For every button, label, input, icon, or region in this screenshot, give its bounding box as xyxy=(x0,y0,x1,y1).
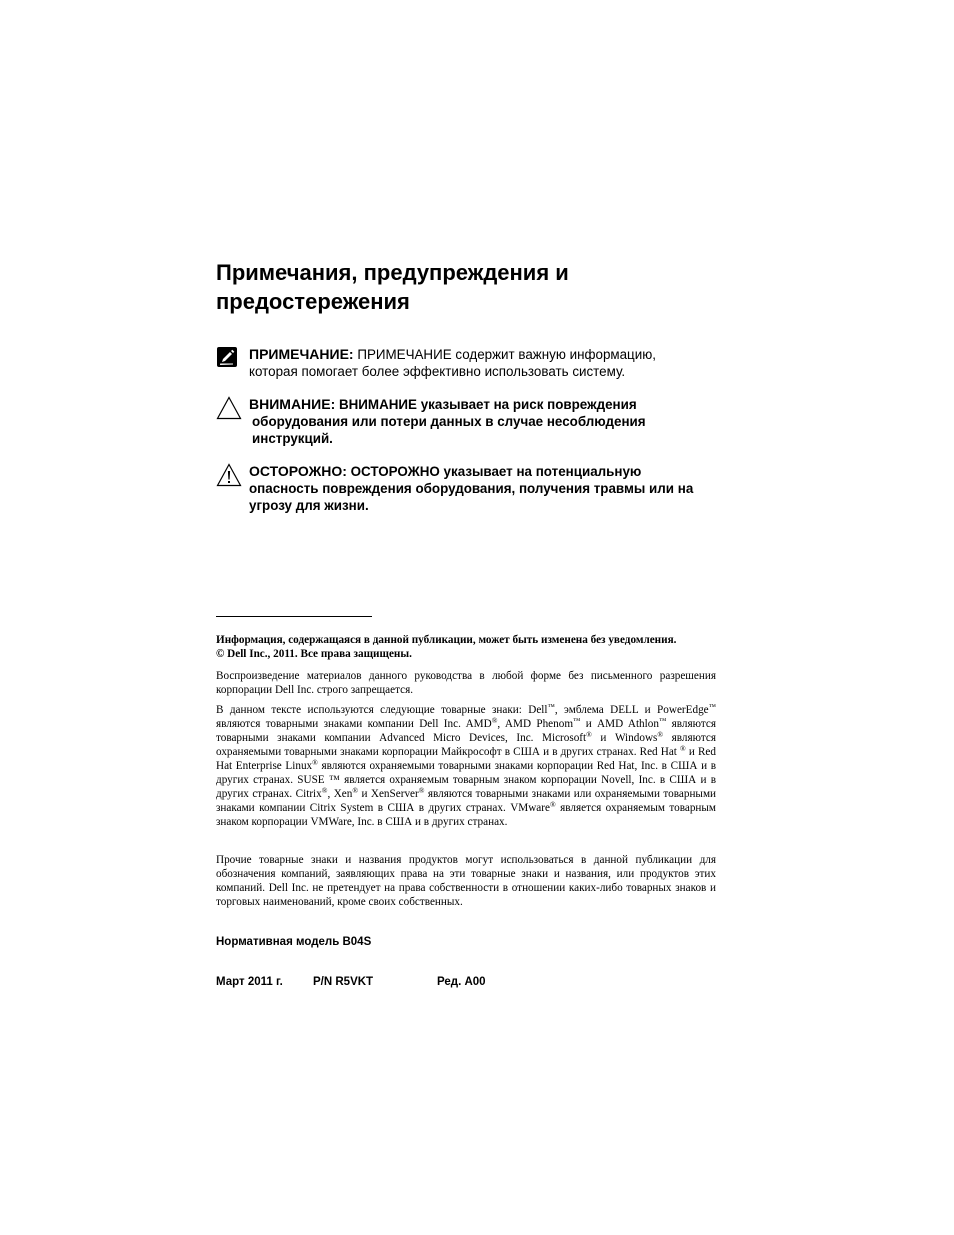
footnote-separator xyxy=(216,616,372,617)
tm-text: и XenServer xyxy=(358,788,419,800)
tm-text: и Windows xyxy=(591,732,658,744)
warning-text-line-2: опасность повреждения оборудования, получения травмы или на xyxy=(249,481,694,496)
reg-mark: ® xyxy=(321,786,328,795)
caution-text-line-3: инструкций. xyxy=(252,431,333,446)
tm-text: являются охраняемыми товарными знаками корпорации Red Hat, Inc. в США и в других странах. SUSE ™ является охраняемым товарным знаком корпорации Novell, Inc. в США и в других странах. Citrix xyxy=(216,760,716,800)
reg-mark: ® xyxy=(549,800,556,809)
title-line-2: предостережения xyxy=(216,289,410,314)
other-trademarks-notice: Прочие товарные знаки и названия продуктов могут использоваться в данной публикации для обозначения компаний, заявляющих права на эти товарные знаки и названия, или продуктов этих компаний. Dell Inc. не претендует на права собственности в отношении каких-либо товарных знаков и торговых наименований, кроме своих собственных. xyxy=(216,854,716,908)
tm-mark: ™ xyxy=(547,702,555,711)
tm-text: являются товарными знаками компании Dell Inc. AMD xyxy=(216,718,492,730)
tm-text: являются охраняемыми товарными знаками корпорации Майкрософт в США и в других странах. Red Hat xyxy=(216,732,717,758)
tm-text: , AMD Phenom xyxy=(497,718,574,730)
reg-mark: ® xyxy=(657,730,664,739)
publication-date: Март 2011 г. xyxy=(216,976,283,988)
reproduction-notice: Воспроизведение материалов данного руководства в любой форме без письменного разрешения корпорации Dell Inc. строго запрещается. xyxy=(216,670,716,696)
note-text-line-2: которая помогает более эффективно использовать систему. xyxy=(249,364,626,379)
tm-mark: ™ xyxy=(573,716,581,725)
warning-text-line-1: ОСТОРОЖНО указывает на потенциальную xyxy=(346,464,642,479)
warning-text-line-3: угрозу для жизни. xyxy=(249,498,369,513)
change-notice-line-1: Информация, содержащаяся в данной публикации, может быть изменена без уведомления. xyxy=(216,634,677,646)
note-block xyxy=(216,346,726,380)
warning-block xyxy=(216,463,726,514)
tm-text: являются товарными знаками компании Advanced Micro Devices, Inc. Microsoft xyxy=(216,718,717,744)
title-line-1: Примечания, предупреждения и xyxy=(216,260,569,285)
page-title xyxy=(216,258,736,316)
reg-mark: ® xyxy=(586,730,592,739)
pencil-note-icon xyxy=(216,346,238,372)
reg-mark: ® xyxy=(352,786,359,795)
tm-text: , Xen xyxy=(327,788,353,800)
reg-mark: ® xyxy=(418,786,425,795)
reg-mark: ® xyxy=(491,716,498,725)
caution-triangle-icon xyxy=(216,396,242,424)
caution-text-line-2: оборудования или потери данных в случае несоблюдения xyxy=(252,414,646,429)
tm-mark: ™ xyxy=(658,716,667,725)
change-notice xyxy=(216,633,716,661)
tm-text: В данном тексте используются следующие товарные знаки: Dell xyxy=(216,704,548,716)
warning-label: ОСТОРОЖНО: xyxy=(249,463,347,479)
tm-text: и AMD Athlon xyxy=(580,718,659,730)
caution-label: ВНИМАНИЕ: xyxy=(249,396,336,412)
caution-text-line-1: ВНИМАНИЕ указывает на риск повреждения xyxy=(335,397,637,412)
reg-mark: ® xyxy=(680,744,686,753)
tm-text: является охраняемым товарным знаком корпорации VMWare, Inc. в США и в других странах. xyxy=(216,802,716,828)
caution-block xyxy=(216,396,726,447)
warning-exclamation-icon xyxy=(216,463,242,491)
tm-text: , эмблема DELL и PowerEdge xyxy=(554,704,709,716)
regulatory-model: Нормативная модель B04S xyxy=(216,936,372,948)
tm-mark: ™ xyxy=(708,702,716,711)
trademark-notice xyxy=(216,703,716,829)
note-text-line-1: ПРИМЕЧАНИЕ содержит важную информацию, xyxy=(353,347,656,362)
copyright-line: © Dell Inc., 2011. Все права защищены. xyxy=(216,648,412,660)
reg-mark: ® xyxy=(312,758,318,767)
part-number: P/N R5VKT xyxy=(313,976,374,988)
note-label: ПРИМЕЧАНИЕ: xyxy=(249,346,354,362)
tm-text: и Red Hat Enterprise Linux xyxy=(216,746,716,772)
tm-text: являются товарными знаками или охраняемыми товарными знаками компании Citrix System в США в других странах. VMware xyxy=(216,788,717,814)
revision: Ред. A00 xyxy=(437,976,486,988)
